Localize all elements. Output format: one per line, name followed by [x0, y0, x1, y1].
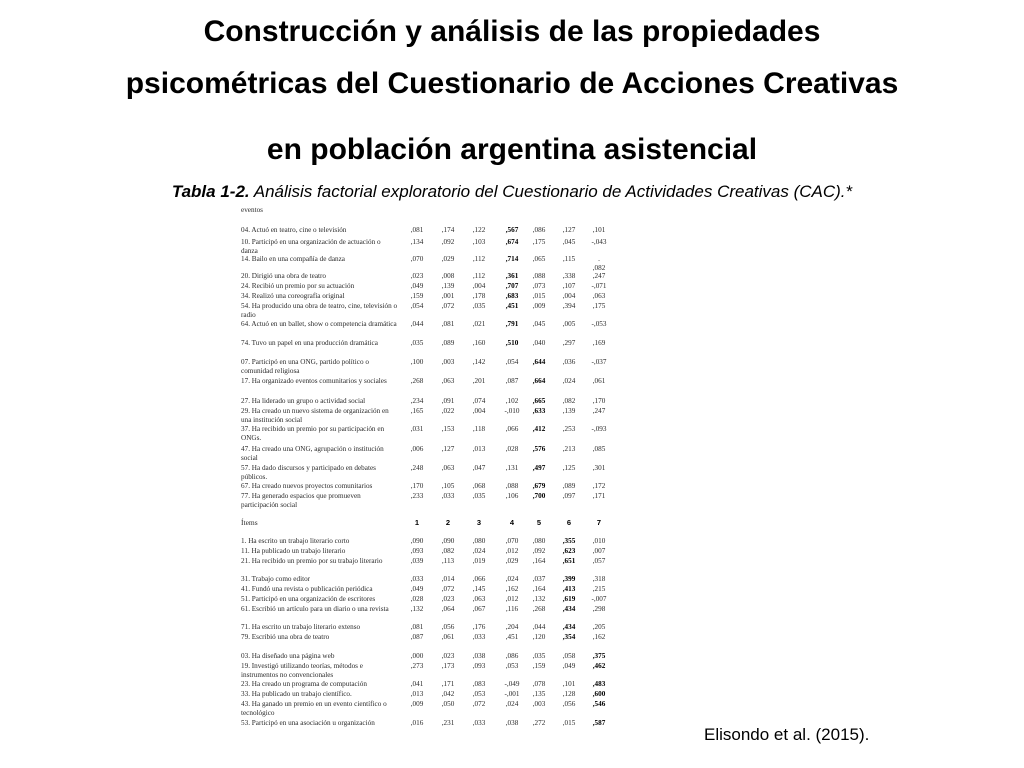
- table-cell: ,024: [505, 575, 519, 583]
- table-cell: ,128: [562, 690, 576, 698]
- table-cell: ,015: [562, 719, 576, 727]
- citation: Elisondo et al. (2015).: [704, 725, 870, 744]
- table-cell: ,434: [562, 623, 576, 631]
- table-row-item: 07. Participó en una ONG, partido político o comunidad religiosa: [241, 358, 369, 375]
- table-cell: ,088: [505, 482, 519, 490]
- table-cell: ,023: [441, 652, 455, 660]
- table-cell: ,072: [441, 302, 455, 310]
- table-header-col: 3: [476, 518, 482, 527]
- table-cell: ,053: [505, 662, 519, 670]
- table-cell: ,009: [410, 700, 424, 708]
- table-cell: ,462: [592, 662, 606, 670]
- table-cell: ,053: [472, 690, 486, 698]
- table-cell: ,019: [472, 557, 486, 565]
- table-cell: ,024: [562, 377, 576, 385]
- table-cell: ,035: [472, 492, 486, 500]
- table-cell: ,116: [505, 605, 519, 613]
- table-row-item: 17. Ha organizado eventos comunitarios y sociales: [241, 377, 387, 385]
- table-cell: ,013: [472, 445, 486, 453]
- table-cell: ,029: [441, 255, 455, 263]
- table-row-item: 19. Investigó utilizando teorías, métodos e instrumentos no convencionales: [241, 662, 363, 679]
- table-cell: ,049: [562, 662, 576, 670]
- table-cell: ,089: [562, 482, 576, 490]
- table-cell: ,004: [562, 292, 576, 300]
- table-cell: ,120: [532, 633, 546, 641]
- table-row-item: 64. Actuó en un ballet, show o competencia dramática: [241, 320, 397, 328]
- table-cell: ,205: [592, 623, 606, 631]
- table-cell: ,092: [441, 238, 455, 246]
- table-row-item: 14. Bailo en una compañía de danza: [241, 255, 345, 263]
- table-cell: ,090: [410, 537, 424, 545]
- table-cell: ,623: [562, 547, 576, 555]
- table-cell: ,012: [505, 595, 519, 603]
- table-cell: ,085: [592, 445, 606, 453]
- table-cell: ,023: [410, 272, 424, 280]
- table-cell: ,080: [472, 537, 486, 545]
- table-cell: ,399: [562, 575, 576, 583]
- table-cell: ,164: [532, 557, 546, 565]
- table-cell: ,086: [505, 652, 519, 660]
- table-cell: ,115: [562, 255, 576, 263]
- table-cell: ,021: [472, 320, 486, 328]
- table-row-item: 41. Fundó una revista o publicación periódica: [241, 585, 373, 593]
- table-cell: ,247: [592, 407, 606, 415]
- table-cell: ,013: [410, 690, 424, 698]
- table-cell: -,053: [591, 320, 607, 328]
- table-cell: ,047: [472, 464, 486, 472]
- table-row-item: 53. Participó en una asociación u organización: [241, 719, 375, 727]
- table-cell: ,040: [532, 339, 546, 347]
- page-title-line-2: psicométricas del Cuestionario de Acciones Creativas: [125, 67, 899, 100]
- table-cell: ,679: [532, 482, 546, 490]
- table-cell: ,113: [441, 557, 455, 565]
- table-cell: ,297: [562, 339, 576, 347]
- table-cell: ,165: [410, 407, 424, 415]
- table-cell: -,093: [591, 425, 607, 433]
- table-header-col: 5: [536, 518, 542, 527]
- factor-analysis-table: [238, 206, 638, 734]
- table-row-item: 67. Ha creado nuevos proyectos comunitarios: [241, 482, 373, 490]
- table-cell: ,112: [472, 272, 486, 280]
- table-cell: ,170: [592, 397, 606, 405]
- table-cell: ,063: [441, 464, 455, 472]
- table-cell: ,082: [562, 397, 576, 405]
- table-cell: ,107: [562, 282, 576, 290]
- table-cell: ,159: [532, 662, 546, 670]
- table-cell: ,233: [410, 492, 424, 500]
- table-cell: ,118: [472, 425, 486, 433]
- table-cell: ,029: [505, 557, 519, 565]
- table-cell: ,153: [441, 425, 455, 433]
- table-cell: ,012: [505, 547, 519, 555]
- table-cell: ,082: [441, 547, 455, 555]
- table-cell: ,038: [472, 652, 486, 660]
- table-cell: ,028: [410, 595, 424, 603]
- table-cell: ,139: [562, 407, 576, 415]
- table-cell: ,036: [562, 358, 576, 366]
- table-cell: ,033: [410, 575, 424, 583]
- table-cell: -,071: [591, 282, 607, 290]
- table-cell: ,086: [532, 226, 546, 234]
- table-cell: ,102: [505, 397, 519, 405]
- table-cell: ,132: [410, 605, 424, 613]
- table-cell: ,338: [562, 272, 576, 280]
- table-cell: -,010: [504, 407, 520, 415]
- table-cell: ,073: [532, 282, 546, 290]
- table-cell: ,122: [472, 226, 486, 234]
- table-cell: ,700: [532, 492, 546, 500]
- table-cell: ,125: [562, 464, 576, 472]
- table-cell: ,004: [472, 407, 486, 415]
- table-cell: ,001: [441, 292, 455, 300]
- table-cell: ,065: [532, 255, 546, 263]
- table-row-item: 61. Escribió un artículo para un diario o una revista: [241, 605, 389, 613]
- table-cell: ,067: [472, 605, 486, 613]
- table-cell: ,175: [592, 302, 606, 310]
- table-cell: ,039: [410, 557, 424, 565]
- table-cell: ,024: [472, 547, 486, 555]
- table-cell: ,070: [410, 255, 424, 263]
- table-cell: ,006: [410, 445, 424, 453]
- table-cell: -,007: [591, 595, 607, 603]
- table-row-item: 51. Participó en una organización de escritores: [241, 595, 376, 603]
- table-cell: ,651: [562, 557, 576, 565]
- table-row-item: 24. Recibió un premio por su actuación: [241, 282, 355, 290]
- table-row-item: 03. Ha diseñado una página web: [241, 652, 335, 660]
- table-cell: ,106: [505, 492, 519, 500]
- table-cell: ,061: [441, 633, 455, 641]
- table-cell: ,145: [472, 585, 486, 593]
- table-cell: ,510: [505, 339, 519, 347]
- table-cell: ,014: [441, 575, 455, 583]
- table-cell: ,162: [505, 585, 519, 593]
- table-row-item: 10. Participó en una organización de actuación o danza: [241, 238, 381, 255]
- table-cell: ,066: [472, 575, 486, 583]
- table-cell: ,058: [562, 652, 576, 660]
- table-row-item: 31. Trabajo como editor: [241, 575, 311, 583]
- table-cell: ,354: [562, 633, 576, 641]
- table-cell: ,171: [592, 492, 606, 500]
- table-row-item: 74. Tuvo un papel en una producción dramática: [241, 339, 378, 347]
- table-caption: [0, 180, 1024, 204]
- table-cell: ,576: [532, 445, 546, 453]
- table-cell: ,035: [472, 302, 486, 310]
- table-cell: ,142: [472, 358, 486, 366]
- table-cell: ,093: [410, 547, 424, 555]
- table-row-item: 54. Ha producido una obra de teatro, cine, televisión o radio: [241, 302, 398, 319]
- table-cell: ,005: [562, 320, 576, 328]
- table-cell: ,451: [505, 302, 519, 310]
- table-cell: ,674: [505, 238, 519, 246]
- table-cell: ,054: [505, 358, 519, 366]
- table-cell: ,247: [592, 272, 606, 280]
- table-cell: -,037: [591, 358, 607, 366]
- table-cell: ,201: [472, 377, 486, 385]
- table-cell: ,135: [532, 690, 546, 698]
- table-cell: ,101: [562, 680, 576, 688]
- table-caption-label: Tabla 1-2.: [171, 182, 250, 201]
- table-cell: ,087: [410, 633, 424, 641]
- table-row-item: 04. Actuó en teatro, cine o televisión: [241, 226, 347, 234]
- table-row-item: 20. Dirigió una obra de teatro: [241, 272, 327, 280]
- table-caption-text: Análisis factorial exploratorio del Cuestionario de Actividades Creativas (CAC).*: [249, 182, 853, 201]
- table-cell: ,298: [592, 605, 606, 613]
- table-cell: ,090: [441, 537, 455, 545]
- table-cell: ,028: [505, 445, 519, 453]
- table-cell: ,134: [410, 238, 424, 246]
- table-cell: ,587: [592, 719, 606, 727]
- table-cell: ,791: [505, 320, 519, 328]
- table-cell: ,127: [562, 226, 576, 234]
- table-cell: ,089: [441, 339, 455, 347]
- table-cell: ,268: [410, 377, 424, 385]
- table-cell: ,213: [562, 445, 576, 453]
- table-cell: ,665: [532, 397, 546, 405]
- table-cell: ,273: [410, 662, 424, 670]
- table-cell: ,600: [592, 690, 606, 698]
- table-cell: ,063: [592, 292, 606, 300]
- table-cell: ,082: [592, 264, 606, 272]
- table-cell: ,434: [562, 605, 576, 613]
- table-cell: ,078: [532, 680, 546, 688]
- table-cell: ,081: [410, 623, 424, 631]
- table-cell: ,031: [410, 425, 424, 433]
- table-cell: ,178: [472, 292, 486, 300]
- table-cell: -,001: [504, 690, 520, 698]
- table-cell: ,045: [562, 238, 576, 246]
- table-cell: ,063: [441, 377, 455, 385]
- table-cell: ,127: [441, 445, 455, 453]
- table-cell: ,044: [532, 623, 546, 631]
- table-row-item: 34. Realizó una coreografía original: [241, 292, 345, 300]
- table-cell: ,049: [410, 585, 424, 593]
- table-cell: ,074: [472, 397, 486, 405]
- table-cell: ,038: [505, 719, 519, 727]
- table-cell: ,035: [532, 652, 546, 660]
- table-cell: ,091: [441, 397, 455, 405]
- table-cell: ,268: [532, 605, 546, 613]
- table-row-item: 47. Ha creado una ONG, agrupación o institución social: [241, 445, 384, 462]
- table-header-item: Ítems: [241, 518, 258, 527]
- table-cell: ,159: [410, 292, 424, 300]
- table-row-item: 71. Ha escrito un trabajo literario extenso: [241, 623, 361, 631]
- table-cell: ,061: [592, 377, 606, 385]
- table-cell: ,049: [410, 282, 424, 290]
- table-header-col: 2: [445, 518, 451, 527]
- table-cell: ,412: [532, 425, 546, 433]
- table-cell: ,081: [410, 226, 424, 234]
- table-cell: ,173: [441, 662, 455, 670]
- table-cell: ,318: [592, 575, 606, 583]
- table-header-col: 1: [414, 518, 420, 527]
- table-cell: ,093: [472, 662, 486, 670]
- table-cell: ,131: [505, 464, 519, 472]
- table-cell: ,272: [532, 719, 546, 727]
- table-cell: ,714: [505, 255, 519, 263]
- table-cell: ,112: [472, 255, 486, 263]
- table-cell: ,080: [532, 537, 546, 545]
- table-cell: .: [598, 255, 600, 263]
- table-cell: ,083: [472, 680, 486, 688]
- table-cell: ,003: [532, 700, 546, 708]
- table-cell: ,064: [441, 605, 455, 613]
- table-row-item: 79. Escribió una obra de teatro: [241, 633, 330, 641]
- table-row-item: 29. Ha creado un nuevo sistema de organización en una institución social: [241, 407, 389, 424]
- table-cell: ,497: [532, 464, 546, 472]
- table-cell: ,707: [505, 282, 519, 290]
- table-cell: ,105: [441, 482, 455, 490]
- table-cell: ,619: [562, 595, 576, 603]
- table-cell: ,004: [472, 282, 486, 290]
- table-cell: ,016: [410, 719, 424, 727]
- table-cell: ,164: [532, 585, 546, 593]
- table-cell: ,103: [472, 238, 486, 246]
- table-cell: ,664: [532, 377, 546, 385]
- table-cell: ,092: [532, 547, 546, 555]
- table-cell: ,160: [472, 339, 486, 347]
- table-cell: ,045: [532, 320, 546, 328]
- table-header-col: 7: [596, 518, 602, 527]
- table-cell: ,176: [472, 623, 486, 631]
- table-cell: ,100: [410, 358, 424, 366]
- table-cell: ,063: [472, 595, 486, 603]
- table-cell: ,033: [441, 492, 455, 500]
- table-cell: -,043: [591, 238, 607, 246]
- table-row-item: 77. Ha generado espacios que promueven participación social: [241, 492, 361, 509]
- table-cell: ,056: [441, 623, 455, 631]
- table-cell: ,171: [441, 680, 455, 688]
- table-row-item: 27. Ha liderado un grupo o actividad social: [241, 397, 366, 405]
- table-cell: ,101: [592, 226, 606, 234]
- table-row-item: 33. Ha publicado un trabajo científico.: [241, 690, 352, 698]
- table-row-item: 11. Ha publicado un trabajo literario: [241, 547, 346, 555]
- table-cell: ,097: [562, 492, 576, 500]
- table-cell: ,394: [562, 302, 576, 310]
- table-header-col: 4: [509, 518, 515, 527]
- table-cell: ,003: [441, 358, 455, 366]
- table-cell: ,033: [472, 633, 486, 641]
- table-cell: ,088: [532, 272, 546, 280]
- table-cell: ,057: [592, 557, 606, 565]
- table-cell: ,375: [592, 652, 606, 660]
- table-cell: ,253: [562, 425, 576, 433]
- table-cell: ,041: [410, 680, 424, 688]
- table-cell: ,170: [410, 482, 424, 490]
- table-cell: ,066: [505, 425, 519, 433]
- table-cell: ,633: [532, 407, 546, 415]
- table-cell: ,070: [505, 537, 519, 545]
- table-cell: ,050: [441, 700, 455, 708]
- table-header-col: 6: [566, 518, 572, 527]
- table-cell: ,000: [410, 652, 424, 660]
- table-cell: ,169: [592, 339, 606, 347]
- table-row-item: 23. Ha creado un programa de computación: [241, 680, 367, 688]
- table-cell: ,413: [562, 585, 576, 593]
- table-cell: ,072: [472, 700, 486, 708]
- page-title-line-3: en población argentina asistencial: [266, 133, 758, 166]
- table-cell: ,042: [441, 690, 455, 698]
- table-row-item: 37. Ha recibido un premio por su participación en ONGs.: [241, 425, 385, 442]
- table-cell: ,087: [505, 377, 519, 385]
- table-row-item: 1. Ha escrito un trabajo literario corto: [241, 537, 350, 545]
- table-cell: ,139: [441, 282, 455, 290]
- table-cell: ,033: [472, 719, 486, 727]
- table-cell: ,054: [410, 302, 424, 310]
- table-cell: ,022: [441, 407, 455, 415]
- table-cell: ,008: [441, 272, 455, 280]
- table-cell: ,546: [592, 700, 606, 708]
- table-cell: ,204: [505, 623, 519, 631]
- table-cell: ,355: [562, 537, 576, 545]
- table-cell: ,301: [592, 464, 606, 472]
- table-cell: ,023: [441, 595, 455, 603]
- table-cell: ,483: [592, 680, 606, 688]
- table-cell: ,172: [592, 482, 606, 490]
- table-cell: ,068: [472, 482, 486, 490]
- table-cell: -,049: [504, 680, 520, 688]
- table-cell: ,132: [532, 595, 546, 603]
- table-cell: ,010: [592, 537, 606, 545]
- table-cell: ,175: [532, 238, 546, 246]
- table-cell: ,072: [441, 585, 455, 593]
- table-cell: ,567: [505, 226, 519, 234]
- table-cell: ,081: [441, 320, 455, 328]
- table-cell: ,007: [592, 547, 606, 555]
- table-cell: ,009: [532, 302, 546, 310]
- table-cell: ,037: [532, 575, 546, 583]
- page-title-line-1: Construcción y análisis de las propiedades: [203, 15, 821, 48]
- table-cell: ,248: [410, 464, 424, 472]
- table-cell: ,361: [505, 272, 519, 280]
- table-cell: ,451: [505, 633, 519, 641]
- table-cell: ,162: [592, 633, 606, 641]
- table-row-item: 57. Ha dado discursos y participado en debates públicos.: [241, 464, 376, 481]
- table-cell: ,644: [532, 358, 546, 366]
- table-cell: ,174: [441, 226, 455, 234]
- table-row-item: 43. Ha ganado un premio en un evento científico o tecnológico: [241, 700, 387, 717]
- table-cell: ,234: [410, 397, 424, 405]
- table-cell: ,015: [532, 292, 546, 300]
- table-cell: ,215: [592, 585, 606, 593]
- table-row-item: 21. Ha recibido un premio por su trabajo literario: [241, 557, 383, 565]
- table-cell: ,024: [505, 700, 519, 708]
- table-cell: ,044: [410, 320, 424, 328]
- table-cell: ,683: [505, 292, 519, 300]
- table-cell: ,056: [562, 700, 576, 708]
- table-cell: ,035: [410, 339, 424, 347]
- table-cell: ,231: [441, 719, 455, 727]
- table-top-label: eventos: [241, 206, 263, 214]
